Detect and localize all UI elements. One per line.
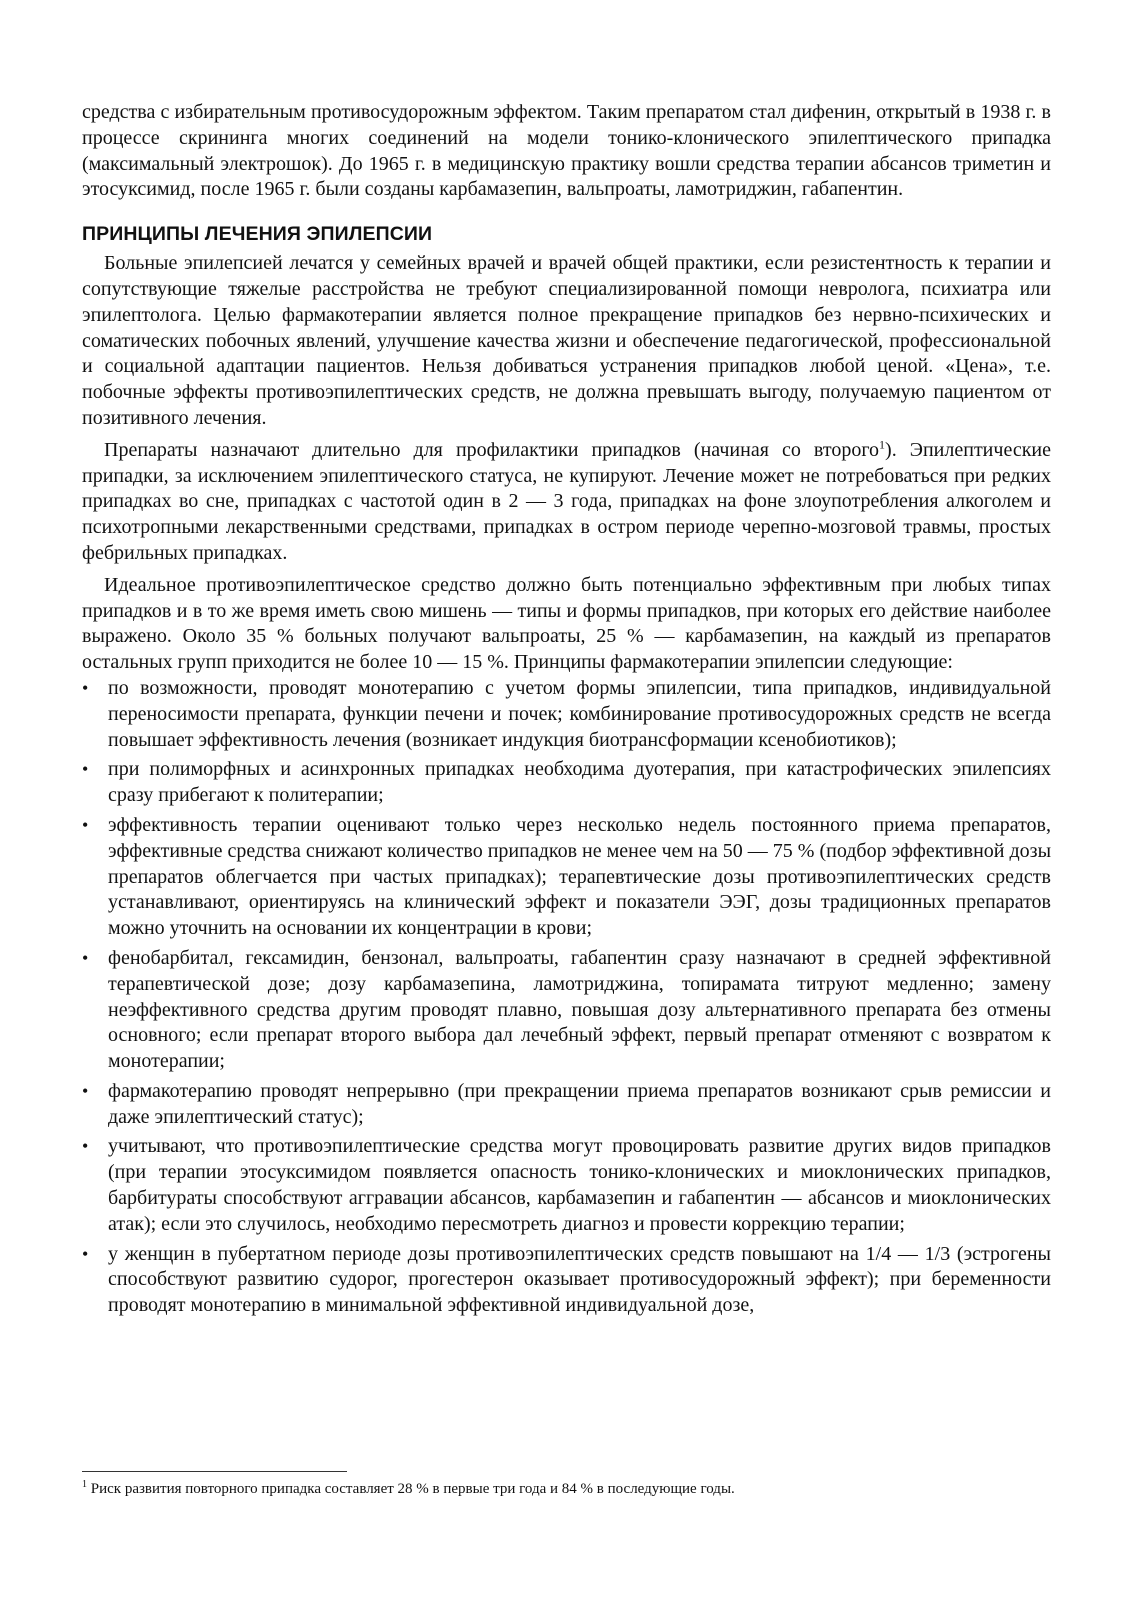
list-item-text: фенобарбитал, гексамидин, бензонал, вальпроаты, габапентин сразу назначают в средней эффективной терапевтической дозе; дозу карбамазепина, ламотриджина, топирамата титруют медленно; замену неэффективного средства другим проводят плавно, повышая дозу альтернативного препарата без отмены основного; если препарат второго выбора дал лечебный эффект, первый препарат отменяют с возвратом к монотерапии; [108, 946, 1051, 1073]
list-item [82, 1134, 1051, 1237]
list-item [82, 676, 1051, 753]
list-item-text: при полиморфных и асинхронных припадках необходима дуотерапия, при катастрофических эпилепсиях сразу прибегают к политерапии; [108, 758, 1051, 807]
paragraph-prophylaxis [82, 438, 1051, 567]
list-item [82, 946, 1051, 1075]
bullet-icon: • [82, 814, 89, 835]
bullet-icon: • [82, 1243, 89, 1264]
list-item [82, 813, 1051, 942]
list-item [82, 1079, 1051, 1131]
principles-list [82, 676, 1051, 1319]
bullet-icon: • [82, 1080, 89, 1101]
paragraph-prophylaxis-text-end: ). Эпилептические припадки, за исключением эпилептического статуса, не купируют. Лечение может не потребоваться при редких припадках во сне, припадках с частотой один в 2 — 3 года, припадках на фоне злоупотребления алкоголем и психотропными лекарственными средствами, припадках в остром периоде черепно-мозговой травмы, простых фебрильных припадках. [82, 438, 1051, 564]
list-item-text: эффективность терапии оценивают только через несколько недель постоянного приема препаратов, эффективные средства снижают количество припадков не менее чем на 50 — 75 % (подбор эффективной дозы препаратов облегчается при частых припадках); терапевтические дозы противоэпилептических средств устанавливают, ориентируясь на клинический эффект и показатели ЭЭГ, дозы традиционных препаратов можно уточнить на основании их концентрации в крови; [108, 813, 1051, 940]
intro-paragraph: средства с избирательным противосудорожным эффектом. Таким препаратом стал дифенин, открытый в 1938 г. в процессе скрининга многих соединений на модели тонико-клонического эпилептического припадка (максимальный электрошок). До 1965 г. в медицинскую практику вошли средства терапии абсансов триметин и этосуксимид, после 1965 г. были созданы карбамазепин, вальпроаты, ламотриджин, габапентин. [82, 101, 1051, 201]
paragraph-ideal-drug: Идеальное противоэпилептическое средство должно быть потенциально эффективным при любых типах припадков и в то же время иметь свою мишень — типы и формы припадков, при которых его действие наиболее выражено. Около 35 % больных получают вальпроаты, 25 % — карбамазепин, на каждый из препаратов остальных групп приходится не более 10 — 15 %. Принципы фармакотерапии эпилепсии следующие: [82, 573, 1051, 674]
list-item-text: учитывают, что противоэпилептические средства могут провоцировать развитие других видов припадков (при терапии этосуксимидом появляется опасность тонико-клонических и миоклонических припадков, барбитураты способствуют аггравации абсансов, карбамазепин и габапентин — абсансов и миоклонических атак); если это случилось, необходимо пересмотреть диагноз и провести коррекцию терапии; [108, 1135, 1051, 1235]
footnote [82, 1479, 1051, 1499]
footnote-divider [82, 1471, 347, 1472]
bullet-icon: • [82, 1136, 89, 1157]
document-page [82, 100, 1051, 1319]
bullet-icon: • [82, 947, 89, 968]
paragraph-goals: Больные эпилепсией лечатся у семейных врачей и врачей общей практики, если резистентность к терапии и сопутствующие тяжелые расстройства не требуют специализированной помощи невролога, психиатра или эпилептолога. Целью фармакотерапии является полное прекращение припадков без нервно-психических и соматических побочных явлений, улучшение качества жизни и обеспечение педагогической, профессиональной и социальной адаптации пациентов. Нельзя добиваться устранения припадков любой ценой. «Цена», т.е. побочные эффекты противоэпилептических средств, не должна превышать выгоду, получаемую пациентом от позитивного лечения. [82, 252, 1051, 429]
list-item-text: по возможности, проводят монотерапию с учетом формы эпилепсии, типа припадков, индивидуальной переносимости препарата, функции печени и почек; комбинирование противосудорожных средств не всегда повышает эффективность лечения (возникает индукция биотрансформации ксенобиотиков); [108, 676, 1051, 751]
list-item [82, 1242, 1051, 1319]
bullet-icon: • [82, 759, 89, 780]
section-heading: ПРИНЦИПЫ ЛЕЧЕНИЯ ЭПИЛЕПСИИ [82, 223, 433, 246]
list-item [82, 757, 1051, 809]
footnote-text: Риск развития повторного припадка составляет 28 % в первые три года и 84 % в последующие годы. [87, 1481, 735, 1497]
list-item-text: у женщин в пубертатном периоде дозы противоэпилептических средств повышают на 1/4 — 1/3 (эстрогены способствуют развитию судорог, прогестерон оказывает противосудорожный эффект); при беременности проводят монотерапию в минимальной эффективной индивидуальной дозе, [108, 1242, 1051, 1317]
paragraph-prophylaxis-text-start: Препараты назначают длительно для профилактики припадков (начиная со второго [104, 438, 880, 461]
bullet-icon: • [82, 677, 89, 698]
footnote-reference[interactable]: 1 [879, 437, 886, 452]
footnote-number: 1 [82, 1479, 87, 1490]
list-item-text: фармакотерапию проводят непрерывно (при прекращении приема препаратов возникают срыв ремиссии и даже эпилептический статус); [108, 1079, 1051, 1128]
